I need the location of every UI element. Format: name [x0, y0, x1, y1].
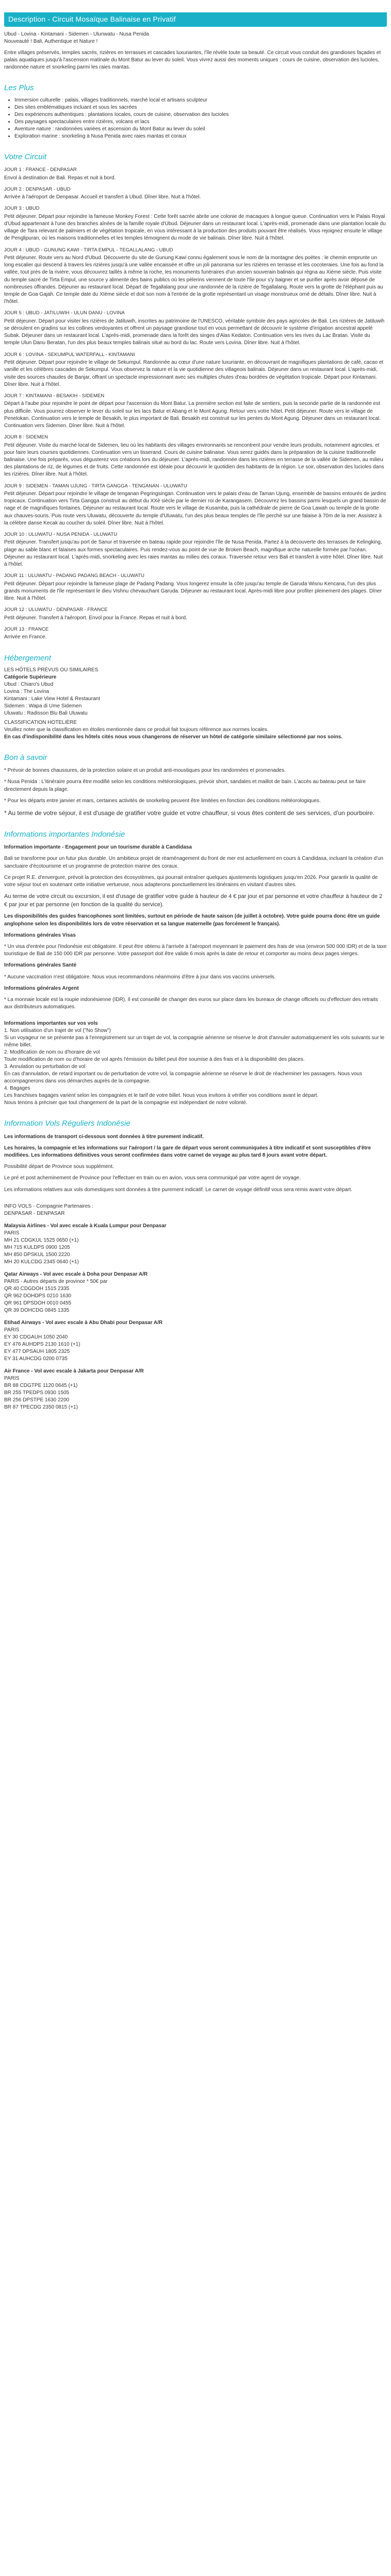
day-block: [4, 483, 387, 527]
day-text: Petit déjeuner. Départ pour visiter les rizières de Jatiluwih, inscrites au patrimoine de l'UNESCO, véritable symbole des pays agricoles de Bali. Les rizières de Jatiluwih se déroulent en gradins sur les collines verdoyantes et offrent un paysage grandiose tout en vous permettant de découvrir le système d'irrigation ancestral appelé Subak. Déjeuner dans un restaurant local. L'après-midi, promenade dans la forêt des singes d'Alas Kedaton. Continuation vers les rives du Lac Bratan. Visite du temple Ulun Danu Beratan, l'un des plus beaux temples balinais situé au bord du lac. Route vers Lovina. Dîner libre. Nuit à l'hôtel.: [4, 318, 385, 346]
infos-indonesie-block: [4, 844, 387, 1011]
intro-tagline: Nouveauté ! Bali, Authentique et Nature !: [4, 38, 98, 44]
infos-paragraph: Ce projet R.E. d'envergure, prévoit la protection des écosystèmes, qui pourrait entraîner quelques ajustements logistiques jusqu'en 2026. Pour garantir la qualité de votre séjour tout en soutenant cette initiative vertueuse, nous adapterons ponctuellement les itinéraires en visitant d'autres sites.: [4, 874, 378, 888]
day-text: Arrivée en France.: [4, 634, 47, 640]
infos-paragraph: Les disponibilités des guides francophones sont limitées, surtout en période de haute saison (de juillet à octobre). Votre guide pourra donc être un guide anglophone selon les disponibilités lors de votre réservation et sa langue maternelle (pas forcément le français).: [4, 913, 380, 927]
bon-savoir-block: [4, 767, 387, 818]
flight-group-title: Qatar Airways - Vol avec escale à Doha pour Denpasar A/R: [4, 1271, 148, 1277]
flight-group: [4, 1368, 387, 1411]
flight-group-title: Etihad Airways - Vol avec escale à Abu Dhabi pour Denpasar A/R: [4, 1319, 163, 1326]
day-block: [4, 186, 387, 201]
plus-item: • Des sites emblématiques incluant et sous les sacrées: [14, 104, 387, 111]
flight-row: BR 256 DPSTPE 1630 2200: [4, 1397, 70, 1403]
day-title: JOUR 1 : FRANCE - DENPASAR: [4, 167, 77, 173]
day-text: Petit déjeuner. Transfert à l'aéroport. Envol pour la France. Repas et nuit à bord.: [4, 615, 187, 621]
day-text: Petit déjeuner. Visite du marché local de Sidemen, lieu où les habitants des villages environnants se rencontrent pour vendre leurs produits, notamment agricoles, et pour faire leurs courses quotidiennes. Continuation vers un tisserand. Cours de cuisine balinaise. Vous serez guidés dans la préparation de la cuisine traditionnelle balinaise. Une fois préparés, vous dégusterez vos créations lors du déjeuner. L'après-midi, randonnée dans les rizières en terrasse de la vallée de Sidemen, au milieu des plantations de riz, de légumes et de fruits. Cette randonnée est idéale pour découvrir le quotidien des habitants de la région. Le soir, observation des lucioles dans les rizières. Dîner libre. Nuit à l'hôtel.: [4, 442, 384, 478]
hebergement-category: Catégorie Supérieure: [4, 674, 57, 680]
bon-savoir-paragraph: * Prévoir de bonnes chaussures, de la protection solaire et un produit anti-moustiques pour les randonnées et promenades.: [4, 768, 286, 774]
intro-route: Ubud - Lovina - Kintamani - Sidemen - Ulunwatu - Nusa Penida: [4, 31, 149, 37]
day-title: JOUR 6 : LOVINA - SEKUMPUL WATERFALL - KINTAMANI: [4, 351, 135, 358]
infos-vols-line: Toute modification de nom ou d'horaire de vol après l'émission du billet peut être soumise à des frais et à la disponibilité des places.: [4, 1057, 305, 1063]
day-block: [4, 626, 387, 641]
flight-row: BR 255 TPEDPS 0930 1505: [4, 1389, 70, 1396]
day-block: [4, 310, 387, 347]
day-block: [4, 606, 387, 622]
infos-subheading: Informations générales Argent: [4, 985, 79, 991]
intro-paragraph: Entre villages préservés, temples sacrés, rizières en terrasses et cascades luxuriantes, l'île révèle toute sa beauté. Ce circuit vous conduit des grandioses façades et palais aquatiques jusqu'à l'ascension matinale du Mont Batur au lever du soleil. Vous vivrez aussi des moments uniques : cours de cuisine, observation des lucioles, randonnée nature et snorkeling parmi les raies mantas.: [4, 49, 381, 71]
vols-paragraph: Les informations de transport ci-dessous sont données à titre purement indicatif.: [4, 1133, 204, 1140]
classification-text: Veuillez noter que la classification en étoiles mentionnée dans ce produit fait toujours référence aux normes locales.: [4, 726, 269, 733]
intro-lines: [4, 31, 387, 45]
flight-row: MH 21 CDGKUL 1525 0650 (+1): [4, 1237, 79, 1243]
flight-row: MH 20 KULCDG 2345 0640 (+1): [4, 1259, 79, 1265]
vols-reguliers-heading: Information Vols Réguliers Indonésie: [4, 1119, 131, 1128]
vols-reguliers-block: [4, 1133, 387, 1194]
infos-indonesie-heading: Informations importantes Indonésie: [4, 829, 125, 839]
hebergement-hotel: Lovina : The Lovina: [4, 688, 50, 694]
flight-row: EY 31 AUHCDG 0200 0735: [4, 1355, 68, 1362]
vols-paragraph: Les informations relatives aux vols domestiques sont données à titre purement indicatif. Le carnet de voyage définitif vous sera remis avant votre départ.: [4, 1187, 352, 1193]
flight-row: PARIS: [4, 1327, 20, 1333]
flight-group: [4, 1223, 387, 1266]
flight-row: PARIS - Autres départs de province * 50€ par: [4, 1278, 108, 1284]
day-title: JOUR 10 : ULUWATU - NUSA PENIDA - ULUWATU: [4, 531, 118, 537]
day-title: JOUR 11 : ULUWATU - PADANG PADANG BEACH - ULUWATU: [4, 573, 144, 579]
plus-list: [4, 97, 387, 140]
day-title: JOUR 12 : ULUWATU - DENPASAR - FRANCE: [4, 607, 108, 613]
infos-subheading: Informations générales Visas: [4, 932, 76, 938]
flight-row: EY 476 AUHDPS 2130 1610 (+1): [4, 1341, 80, 1347]
plus-item: • Des expériences authentiques : plantations locales, cours de cuisine, observation des lucioles: [14, 111, 387, 118]
day-block: [4, 247, 387, 306]
day-block: [4, 572, 387, 602]
circuit-days: [4, 166, 387, 641]
hebergement-line: LES HÔTELS PRÉVUS OU SIMILAIRES: [4, 667, 99, 673]
plus-item: • Exploration marine : snorkeling à Nusa Penida avec raies mantas et coraux: [14, 133, 387, 140]
flight-group: [4, 1271, 387, 1314]
day-block: [4, 434, 387, 478]
day-title: JOUR 7 : KINTAMANI - BESAKIH - SIDEMEN: [4, 393, 105, 399]
flight-row: PARIS: [4, 1230, 20, 1236]
flights-intro: INFO VOLS - Compagnie Partenaires :: [4, 1203, 93, 1209]
infos-paragraph: Bali se transforme pour un futur plus durable. Un ambitieux projet de réaménagement du front de mer est actuellement en cours à Candidasa, incluant la création d'un sanctuaire d'écotourisme et un programme de protection marine des coraux.: [4, 856, 384, 869]
page: [0, 12, 391, 1427]
day-text: Arrivée à l'aéroport de Denpasar. Accueil et transfert à Ubud. Dîner libre. Nuit à l'hôtel.: [4, 194, 201, 200]
classification-note: En cas d'indisponibilité dans les hôtels cités nous vous changerons de réserver un hôtel de catégorie similaire sélectionné par nos soins.: [4, 734, 343, 740]
hebergement-hotel: Ubud : Chiaro's Ubud: [4, 681, 54, 687]
day-text: Petit déjeuner. Transfert jusqu'au port de Sanur et traversée en bateau rapide pour rejoindre l'île de Nusa Penida. Partez à la découverte des terrasses de Kelingking, plage au sable blanc et falaises aux formes spectaculaires. Puis rendez-vous au point de vue de Broken Beach, magnifique arche naturelle formée par l'océan. Déjeuner au restaurant local. L'après-midi, snorkeling avec les raies mantas au milieu des coraux. Traversée retour vers Bali et transfert à votre hôtel. Dîner libre. Nuit à l'hôtel.: [4, 539, 383, 567]
vols-paragraph: Les horaires, la compagnie et les informations sur l'aéroport / la gare de départ vous seront communiquées à titre indicatif et sont susceptibles d'être modifiées. Les informations définitives vous seront confirmées dans votre carnet de voyage au plus tard 8 jours avant votre départ.: [4, 1145, 371, 1158]
flight-row: MH 715 KULDPS 0900 1205: [4, 1244, 70, 1250]
day-text: Petit déjeuner. Route vers au Nord d'Ubud. Découverte du site de Gunung Kawi connu également sous le nom de la montagne des poètes : le chemin emprunte un long escalier qui descend à travers les rizières jusqu'à une vallée encaissée et offre un joli panorama sur les rizières en terrasse et les cocoteraies. Une fois au fond la vallée, tout près de la rivière, vous découvrez taillés à même la roche, les monuments funéraires d'un ancien souverain balinais qui règna au Xième siècle. Puis visite du temple sacré de Tirta Empul, une source y alimente des bains publics où les pèlerins viennent de toute l'île pour s'y baigner et se purifier après avoir déposé de nombreuses offrandes. Déjeuner au restaurant local. Départ de Tegallalang pour une randonnée de la rizière de Tegallalang. Route vers la grotte de l'éléphant puis au temple de Goa Gajah. Ce temple date du XIème siècle et doit son nom à l'entrée de la grotte représentant un visage monstrueux orné de détails. Dîner libre. Nuit à l'hôtel.: [4, 255, 384, 305]
flight-row: QR 961 DPSDOH 0010 0455: [4, 1300, 72, 1306]
infos-vols-line: 3. Annulation ou perturbation de vol: [4, 1064, 86, 1070]
infos-vols-line: Si un voyageur ne se présente pas à l'enregistrement sur un trajet de vol, la compagnie aérienne se réserve le droit d'annuler automatiquement les vols suivants sur le même billet.: [4, 1035, 385, 1048]
flight-row: QR 40 CDGDOH 1515 2335: [4, 1285, 70, 1292]
day-text: Petit déjeuner. Départ pour rejoindre le village de Sekumpul. Randonnée au cœur d'une nature luxuriante, en découvrant de magnifiques plantations de café, cacao et vanille et les célèbres cascades de Sekumpul. Vous observez la nature et la vie quotidienne des villageois balinais. Déjeuner dans un restaurant local. L'après-midi, visite des sources chaudes de Banjar, offrant un spectacle impressionnant avec ses multiples chutes d'eau bordées de végétation tropicale. Départ pour Kintamani. Dîner libre. Nuit à l'hôtel.: [4, 360, 384, 387]
bon-savoir-paragraph: * Au terme de votre séjour, il est d'usage de gratifier votre guide et votre chauffeur, si vous êtes content de ses services, d'un pourboire.: [4, 809, 375, 817]
infos-vols-line: 2. Modification de nom ou d'horaire de vol: [4, 1049, 100, 1056]
plus-item: • Aventure nature : randonnées variées et ascension du Mont Batur au lever du soleil: [14, 126, 387, 133]
day-text: Petit déjeuner. Départ pour rejoindre le village de tenganan Pegringsingan. Continuation vers le palais d'eau de Taman Ujung, ensemble de bassins entourés de jardins tropicaux. Continuation vers Tirta Gangga construit au début du XXè siècle par le dernier roi de Karangasem. Découvrez les bassins parmi lesquels un grand bassin de nage et de magnifiques fontaines. Déjeuner au restaurant local. Route vers le village de Kusamba, puis la cathédrale de pierre de Goa Lawah ou temple de la grotte aux chauves-souris. Puis route vers Uluwatu, découverte du temple d'Uluwatu, l'un des plus beaux temples de l'île perché sur une falaise à 70m de la mer. Assistez à la célèbre danse Kecak au coucher du soleil. Dîner libre. Nuit à l'hôtel.: [4, 491, 386, 526]
flight-row: BR 88 CDGTPE 1120 0645 (+1): [4, 1382, 78, 1388]
day-text: Petit déjeuner. Départ pour rejoindre la fameuse Monkey Forest : Cette forêt sacrée abrite une colonie de macaques à longue queue. Continuation vers le Palais Royal d'Ubud appartenant à l'une des branches aînées de la famille royale d'Ubud. Déjeuner dans un restaurant local. L'après-midi, promenade dans une plantation locale du village de Tara relevant de palmiers et de végétation tropicale, en vous intéressant à la production des produits pouvant être réalisés. Vous rejoignez ensuite le village de Penglipuran, où les maisons traditionnelles et les temples témoignent du mode de vie balinais. Dîner libre. Nuit à l'hôtel.: [4, 213, 386, 242]
infos-vols-line: 4. Bagages: [4, 1086, 30, 1092]
bon-savoir-paragraph: * Pour les départs entre janvier et mars, certaines activités de snorkeling peuvent être limitées en fonction des conditions météorologiques.: [4, 798, 321, 804]
plus-heading: Les Plus: [4, 83, 34, 93]
infos-vols-line: En cas d'annulation, de retard important ou de perturbation de votre vol, la compagnie aérienne se réserve le droit de réacheminer les passagers. Nous vous accompagnerons dans vos démarches auprès de la compagnie.: [4, 1071, 362, 1084]
day-title: JOUR 2 : DENPASAR - UBUD: [4, 186, 71, 192]
hebergement-block: [4, 667, 387, 741]
flight-group-title: Malaysia Airlines - Vol avec escale à Kuala Lumpur pour Denpasar: [4, 1223, 167, 1229]
hebergement-hotel: Uluwatu : Radisson Blu Bali Uluwatu: [4, 710, 88, 716]
vols-paragraph: Possibilité départ de Province sous supplément.: [4, 1164, 114, 1170]
flight-row: EY 477 DPSAUH 1805 2325: [4, 1348, 70, 1354]
flight-row: QR 39 DOHCDG 0845 1335: [4, 1307, 70, 1313]
day-text: Envol à destination de Bali. Repas et nuit à bord.: [4, 175, 116, 181]
day-block: [4, 393, 387, 430]
day-title: JOUR 8 : SIDEMEN: [4, 434, 48, 440]
infos-paragraph: * La monnaie locale est la roupie indonésienne (IDR). Il est conseillé de changer des euros sur place dans les bureaux de change officiels ou d'effectuer des retraits aux distributeurs automatiques.: [4, 996, 378, 1010]
hebergement-hotel: Kintamani : Lake View Hotel & Restaurant: [4, 696, 101, 702]
flights-intro: DENPASAR - DENPASAR: [4, 1210, 65, 1216]
plus-item: • Immersion culturelle : palais, villages traditionnels, marché local et artisans sculpteur: [14, 97, 387, 104]
classification-heading: CLASSIFICATION HOTELIÈRE: [4, 719, 77, 725]
day-title: JOUR 5 : UBUD - JATILUWIH - ULUN DANU - LOVINA: [4, 310, 125, 316]
plus-item: • Des paysages spectaculaires entre rizières, volcans et lacs: [14, 118, 387, 126]
infos-paragraph: Information importante - Engagement pour un tourisme durable à Candidasa: [4, 844, 192, 851]
infos-subheading: Informations générales Santé: [4, 962, 77, 969]
vols-paragraph: Le pré et post acheminement de Province pour l'effectuer en train ou en avion, vous sera communiqué par votre agent de voyage.: [4, 1175, 301, 1181]
infos-vols-line: 1. Non utilisation d'un trajet de vol ("No Show"): [4, 1028, 111, 1034]
infos-paragraph: * Un visa d'entrée pour l'Indonésie est obligatoire. Il peut être obtenu à l'arrivée à l'aéroport moyennant le paiement des frais de visa (environ 500 000 IDR) et de la taxe touristique de Bali de 150 000 IDR par personne. Votre passeport doit être valide 6 mois après la date de retour et comporter au moins deux pages vierges.: [4, 943, 387, 957]
circuit-heading: Votre Circuit: [4, 152, 46, 161]
bon-savoir-heading: Bon à savoir: [4, 753, 47, 762]
day-text: Petit déjeuner. Départ pour rejoindre la fameuse plage de Padang Padang. Vous longerez ensuite la côte jusqu'au temple de Garuda Wisnu Kencana, l'un des plus grands monuments de l'île représentant le dieu Vishnu chevauchant Garuda. Déjeuner au restaurant local. Après-midi libre pour profiter pleinement des plages. Dîner libre. Nuit à l'hôtel.: [4, 581, 382, 602]
day-title: JOUR 13 : FRANCE: [4, 626, 49, 632]
day-title: JOUR 3 : UBUD: [4, 206, 40, 212]
hebergement-heading: Hébergement: [4, 653, 51, 663]
infos-paragraph: Au terme de votre circuit ou excursion, il est d'usage de gratifier votre guide à hauteur de 4 € par jour et par personne et votre chauffeur à hauteur de 2 € par jour et par personne (en fonction de la qualité du service).: [4, 893, 383, 908]
day-block: [4, 166, 387, 182]
infos-vols-block: [4, 1020, 387, 1107]
flight-group-title: Air France - Vol avec escale à Jakarta pour Denpasar A/R: [4, 1368, 144, 1374]
flights-block: [4, 1203, 387, 1411]
page-title: Description - Circuit Mosaïque Balinaise en Privatif: [4, 12, 387, 27]
flight-row: PARIS: [4, 1375, 20, 1381]
flight-group: [4, 1319, 387, 1363]
bon-savoir-paragraph: * Nusa Penida : L'itinéraire pourra être modifié selon les conditions météorologiques, prévoir short, sandales et maillot de bain. L'accès au bateau peut se faire directement depuis la plage.: [4, 779, 366, 792]
infos-paragraph: * Aucune vaccination n'est obligatoire. Nous vous recommandons néanmoins d'être à jour dans vos vaccins universels.: [4, 974, 276, 980]
day-title: JOUR 4 : UBUD - GUNUNG KAWI - TIRTA EMPUL - TEGALLALANG - UBUD: [4, 247, 173, 253]
infos-vols-line: Les franchises bagages varient selon les compagnies et le tarif de votre billet. Nous vous invitons à vérifier vos conditions avant le départ.: [4, 1093, 319, 1099]
infos-vols-line: Informations importantes sur vos vols: [4, 1021, 98, 1027]
day-block: [4, 205, 387, 242]
day-block: [4, 531, 387, 568]
flight-row: MH 850 DPSKUL 1500 2220: [4, 1251, 70, 1258]
flight-row: BR 87 TPECDG 2350 0815 (+1): [4, 1404, 78, 1410]
infos-vols-line: Nous tenons à préciser que tout changement de la part de la compagnie est indépendant de notre volonté.: [4, 1100, 248, 1106]
flight-row: QR 962 DOHDPS 0210 1630: [4, 1293, 72, 1299]
flight-row: EY 30 CDGAUH 1050 2040: [4, 1334, 68, 1340]
day-title: JOUR 9 : SIDEMEN - TAMAN UJUNG - TIRTA GANGGA - TENGANAN - ULUWATU: [4, 483, 187, 489]
day-text: Départ à l'aube pour rejoindre le point de départ pour l'ascension du Mont Batur. La première section est faite de sentiers, puis la seconde partie de la randonnée est plus difficile. Vous pourrez observer le lever du soleil sur les lacs Batur et Abang et le Mont Agung. Retour vers votre hôtel. Petit déjeuner. Route vers le village de Penelokan. Continuation vers le temple de Besakih, le plus important de Bali. Besakih est construit sur les pentes du Mont Agung. Déjeuner dans un restaurant local. Continuation vers Sidemen. Dîner libre. Nuit à l'hôtel.: [4, 401, 381, 429]
hebergement-hotel: Sidemen : Wapa di Ume Sidemen: [4, 703, 82, 709]
day-block: [4, 351, 387, 388]
